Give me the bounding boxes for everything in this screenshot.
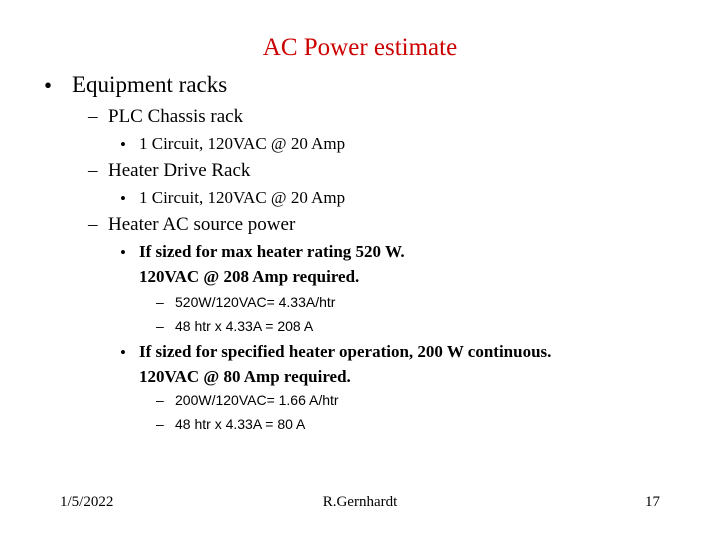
- plc-circuit-text: 1 Circuit, 120VAC @ 20 Amp: [139, 134, 346, 153]
- subbullet-heater-drive: Heater Drive Rack: [108, 160, 251, 181]
- max-rating-line2: 120VAC @ 208 Amp required.: [139, 267, 360, 286]
- dash-marker: –: [156, 392, 164, 408]
- slide-title: AC Power estimate: [262, 34, 458, 61]
- subbullet-plc-chassis: PLC Chassis rack: [108, 106, 244, 127]
- dash-marker: –: [88, 214, 98, 235]
- max-calc-1: 520W/120VAC= 4.33A/htr: [175, 294, 336, 310]
- dash-marker: –: [156, 318, 164, 334]
- spec-calc-1: 200W/120VAC= 1.66 A/htr: [175, 392, 339, 408]
- max-rating-line1: If sized for max heater rating 520 W.: [139, 242, 405, 261]
- footer-date: 1/5/2022: [60, 494, 114, 510]
- spec-calc-2: 48 htr x 4.33A = 80 A: [175, 416, 306, 432]
- bullet-marker: •: [120, 343, 126, 362]
- dash-marker: –: [88, 106, 98, 127]
- dash-marker: –: [88, 160, 98, 181]
- dash-marker: –: [156, 294, 164, 310]
- subbullet-heater-ac: Heater AC source power: [108, 214, 296, 235]
- specified-line2: 120VAC @ 80 Amp required.: [139, 367, 351, 386]
- dash-marker: –: [156, 416, 164, 432]
- specified-line1: If sized for specified heater operation, 200 W continuous.: [139, 342, 552, 361]
- bullet-equipment-racks: Equipment racks: [72, 72, 228, 97]
- bullet-marker: •: [120, 243, 126, 262]
- heater-drive-circuit-text: 1 Circuit, 120VAC @ 20 Amp: [139, 188, 346, 207]
- bullet-marker: •: [44, 73, 53, 98]
- bullet-marker: •: [120, 189, 126, 208]
- footer-author: R.Gernhardt: [322, 494, 398, 510]
- max-calc-2: 48 htr x 4.33A = 208 A: [175, 318, 314, 334]
- bullet-marker: •: [120, 135, 126, 154]
- footer-page-number: 17: [645, 494, 660, 510]
